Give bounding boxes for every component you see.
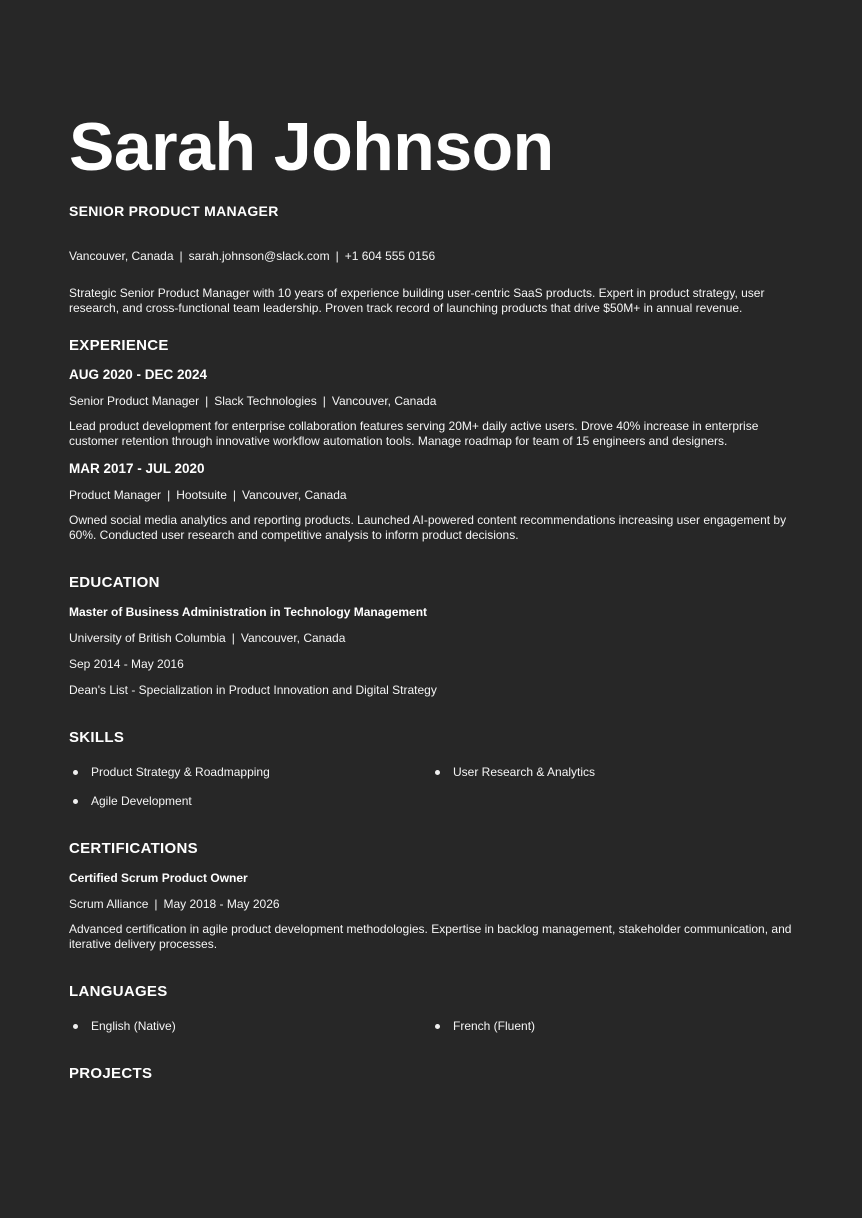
section-projects xyxy=(69,1065,793,1082)
contact-line xyxy=(69,249,793,263)
section-education xyxy=(69,574,793,697)
entry-role: Senior Product Manager xyxy=(69,394,200,409)
section-experience xyxy=(69,337,793,542)
bullet-icon xyxy=(435,1024,440,1029)
language-item xyxy=(431,1019,793,1033)
experience-entry xyxy=(69,367,793,448)
contact-location: Vancouver, Canada xyxy=(69,249,174,264)
education-school-line xyxy=(69,631,793,645)
languages-list xyxy=(69,1019,793,1033)
entry-role-line xyxy=(69,394,793,408)
experience-entry xyxy=(69,461,793,542)
contact-phone: +1 604 555 0156 xyxy=(344,249,436,264)
job-title: SENIOR PRODUCT MANAGER xyxy=(69,203,279,220)
certification-name: Certified Scrum Product Owner xyxy=(69,871,248,886)
certifications-heading: CERTIFICATIONS xyxy=(69,840,198,858)
entry-dates: AUG 2020 - DEC 2024 xyxy=(69,367,208,383)
entry-company: Hootsuite xyxy=(176,488,227,503)
education-honors: Dean's List - Specialization in Product Innovation and Digital Strategy xyxy=(69,683,437,698)
skills-heading: SKILLS xyxy=(69,729,125,747)
person-name: Sarah Johnson xyxy=(69,109,554,185)
bullet-icon xyxy=(435,770,440,775)
certification-dates: May 2018 - May 2026 xyxy=(163,897,280,912)
pipe-separator: | xyxy=(232,488,237,503)
education-school: University of British Columbia xyxy=(69,631,226,646)
certification-description: Advanced certification in agile product development methodologies. Expertise in backlog management, stakeholder communication, and iterative delivery processes. xyxy=(69,922,792,951)
pipe-separator: | xyxy=(335,249,339,264)
pipe-separator: | xyxy=(179,249,183,264)
pipe-separator: | xyxy=(154,897,158,912)
entry-company: Slack Technologies xyxy=(214,394,317,409)
skill-label: Agile Development xyxy=(91,794,192,809)
bullet-icon xyxy=(73,770,78,775)
pipe-separator: | xyxy=(205,394,209,409)
contact-email: sarah.johnson@slack.com xyxy=(188,249,330,264)
skill-item xyxy=(431,765,793,779)
pipe-separator: | xyxy=(322,394,326,409)
experience-heading: EXPERIENCE xyxy=(69,337,169,355)
entry-location: Vancouver, Canada xyxy=(331,394,437,409)
certification-issuer: Scrum Alliance xyxy=(69,897,149,912)
pipe-separator: | xyxy=(231,631,235,646)
language-item xyxy=(69,1019,431,1033)
entry-role-line xyxy=(69,488,793,502)
pipe-separator: | xyxy=(167,488,171,503)
skill-label: User Research & Analytics xyxy=(453,765,596,780)
section-languages xyxy=(69,983,793,1033)
entry-location: Vancouver, Canada xyxy=(242,488,347,503)
language-label: English (Native) xyxy=(91,1019,176,1034)
skills-list xyxy=(69,765,793,808)
certification-issuer-line xyxy=(69,897,793,911)
entry-dates: MAR 2017 - JUL 2020 xyxy=(69,461,205,477)
skill-item xyxy=(69,765,431,779)
professional-summary: Strategic Senior Product Manager with 10 years of experience building user-centric SaaS products. Expert in product strategy, user research, and cross-functional team leadership. Proven track record of launching products that drive $50M+ in annual revenue. xyxy=(69,286,765,315)
entry-role: Product Manager xyxy=(69,488,162,503)
skill-item xyxy=(69,794,431,808)
education-degree: Master of Business Administration in Technology Management xyxy=(69,605,428,620)
entry-description: Owned social media analytics and reporting products. Launched AI-powered content recommendations increasing user engagement by 60%. Conducted user research and competitive analysis to inform product decisions. xyxy=(69,513,787,542)
languages-heading: LANGUAGES xyxy=(69,983,168,1001)
education-heading: EDUCATION xyxy=(69,574,160,592)
projects-heading: PROJECTS xyxy=(69,1065,153,1083)
education-dates: Sep 2014 - May 2016 xyxy=(69,657,184,672)
bullet-icon xyxy=(73,799,78,804)
education-location: Vancouver, Canada xyxy=(240,631,346,646)
entry-description: Lead product development for enterprise collaboration features serving 20M+ daily active users. Drove 40% increase in enterprise customer retention through innovative workflow automation tools. Manage roadmap for team of 15 engineers and designers. xyxy=(69,419,759,448)
skill-label: Product Strategy & Roadmapping xyxy=(91,765,270,780)
bullet-icon xyxy=(73,1024,78,1029)
language-label: French (Fluent) xyxy=(453,1019,536,1034)
section-skills xyxy=(69,729,793,808)
section-certifications xyxy=(69,840,793,951)
